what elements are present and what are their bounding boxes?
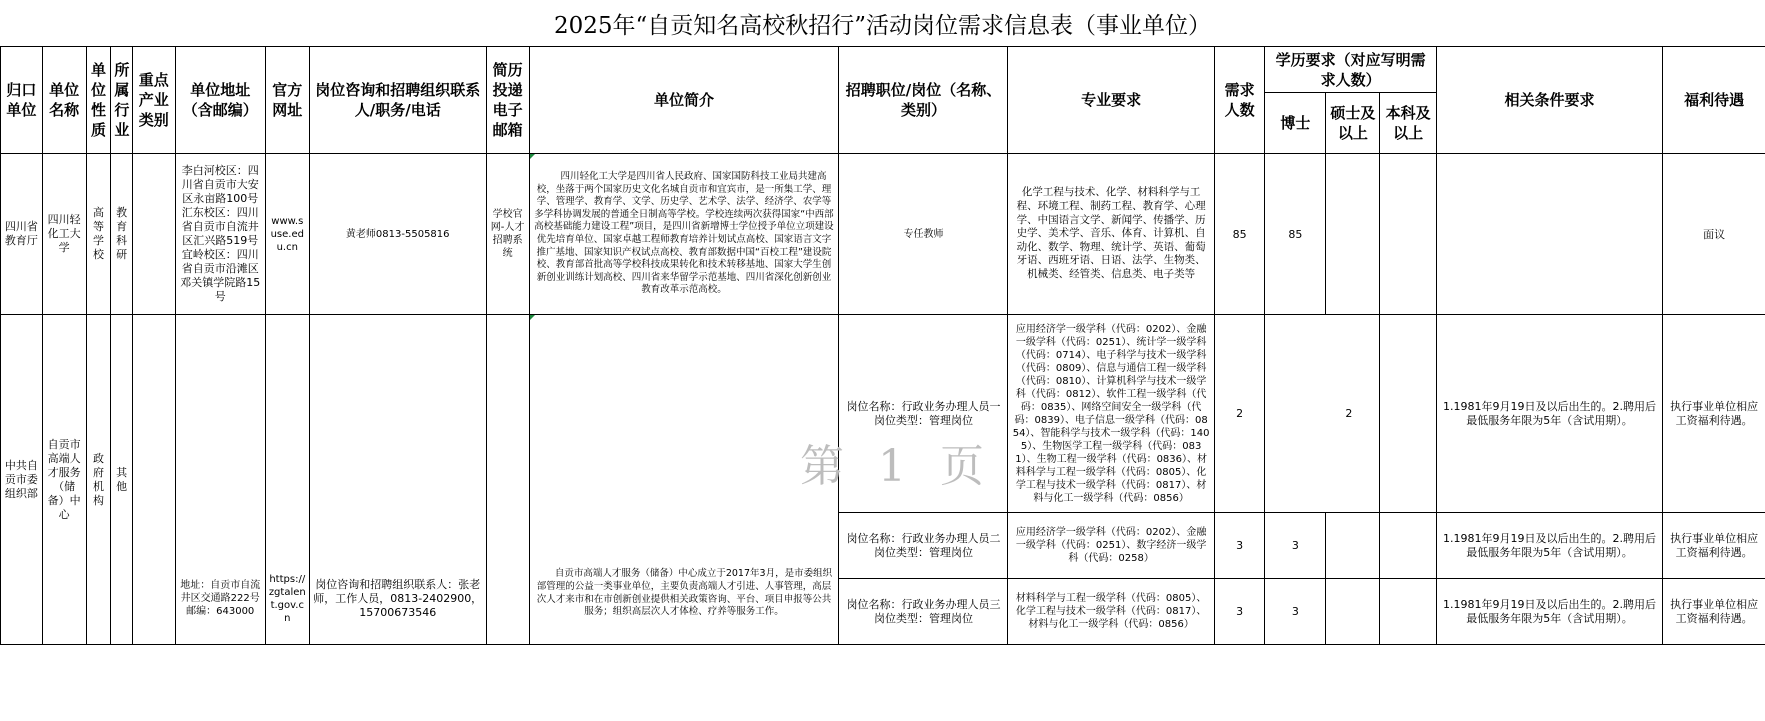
header-guikou: 归口单位 [1,47,43,154]
cell-welfare: 面议 [1663,154,1765,315]
cell-website: www.suse.edu.cn [265,154,309,315]
table-row [1,154,1765,315]
cell-major: 应用经济学一级学科（代码：0202）、金融一级学科（代码：0251）、数字经济一级学科（代码：0258） [1008,513,1214,579]
cell-position: 岗位名称：行政业务办理人员一岗位类型：管理岗位 [839,315,1008,513]
cell-address: 李白河校区：四川省自贡市大安区永亩路100号汇东校区：四川省自贡市自流井区汇兴路519号宜岭校区：四川省自贡市沿滩区邓关镇学院路15号 [175,154,265,315]
cell-welfare: 执行事业单位相应工资福利待遇。 [1663,513,1765,579]
cell-welfare: 执行事业单位相应工资福利待遇。 [1663,315,1765,513]
header-contact: 岗位咨询和招聘组织联系人/职务/电话 [309,47,486,154]
header-email: 简历投递电子邮箱 [486,47,529,154]
table-row [1,315,1765,513]
header-position: 招聘职位/岗位（名称、类别） [839,47,1008,154]
intro-text: 四川轻化工大学是四川省人民政府、国家国防科技工业局共建高校，坐落于两个国家历史文化名城自贡市和宜宾市，是一所集工学、理学、管理学、教育学、文学、历史学、艺术学、法学、经济学、农学等多学科协调发展的普通全日制高等学校。学校连续两次获得国家“中西部高校基础能力建设工程”项目，是四川省新增博士学位授予单位立项建设优先培育单位、国家卓越工程师教育培养计划试点高校、国家语言文字推广基地、国家知识产权试点高校、教育部数据中国“百校工程”建设院校、教育部首批高等学校科技成果转化和技术转移基地、国家大学生创新创业训练计划高校、四川省来华留学示范基地、四川省深化创新创业教育改革示范高校。 [534,171,834,296]
cell-bachelor [1380,154,1436,315]
cell-master [1326,154,1380,315]
cell-nature: 政府机构 [86,315,111,645]
cell-demand: 2 [1214,315,1265,513]
cell-nature: 高等学校 [86,154,111,315]
cell-email [486,315,529,645]
cell-name: 四川轻化工大学 [42,154,86,315]
cell-conditions [1436,154,1663,315]
cell-demand: 3 [1214,579,1265,645]
header-intro: 单位简介 [529,47,839,154]
header-demand: 需求人数 [1214,47,1265,154]
header-nature: 单位性质 [86,47,111,154]
cell-demand: 85 [1214,154,1265,315]
header-doctor: 博士 [1265,93,1326,154]
cell-master [1326,513,1380,579]
header-bachelor: 本科及以上 [1380,93,1436,154]
job-table [0,46,1765,645]
cell-guikou: 中共自贡市委组织部 [1,315,43,645]
cell-address: 地址：自贡市自流井区交通路222号邮编：643000 [175,315,265,645]
comment-marker-icon [530,154,535,159]
header-welfare: 福利待遇 [1663,47,1765,154]
cell-position: 岗位名称：行政业务办理人员三岗位类型：管理岗位 [839,579,1008,645]
cell-doctor: 85 [1265,154,1326,315]
header-industry: 所属行业 [111,47,132,154]
cell-position: 专任教师 [839,154,1008,315]
cell-master: 2 [1265,315,1380,513]
cell-guikou: 四川省教育厅 [1,154,43,315]
cell-welfare: 执行事业单位相应工资福利待遇。 [1663,579,1765,645]
cell-bachelor [1380,579,1436,645]
cell-major: 材料科学与工程一级学科（代码：0805）、化学工程与技术一级学科（代码：0817）、材料与化工一级学科（代码：0856） [1008,579,1214,645]
comment-marker-icon [530,315,535,320]
header-edu-group: 学历要求（对应写明需求人数） [1265,47,1436,93]
cell-position: 岗位名称：行政业务办理人员二岗位类型：管理岗位 [839,513,1008,579]
cell-doctor: 3 [1265,513,1326,579]
cell-key-category [132,315,175,645]
cell-contact: 黄老师0813-5505816 [309,154,486,315]
cell-demand: 3 [1214,513,1265,579]
header-address: 单位地址（含邮编） [175,47,265,154]
page-title: 2025年“自贡知名高校秋招行”活动岗位需求信息表（事业单位） [553,12,1212,39]
header-key-category: 重点产业类别 [132,47,175,154]
cell-major: 应用经济学一级学科（代码：0202）、金融一级学科（代码：0251）、统计学一级学科（代码：0714）、电子科学与技术一级学科（代码：0809）、信息与通信工程一级学科（代码：0810）、计算机科学与技术一级学科（代码：0812）、软件工程一级学科（代码：0835）、网络空间安全一级学科（代码：0839）、电子信息一级学科（代码：0854）、智能科学与技术一级学科（代码：1405）、生物医学工程一级学科（代码：0831）、生物工程一级学科（代码：0836）、材料科学与工程一级学科（代码：0805）、化学工程与技术一级学科（代码：0817）、材料与化工一级学科（代码：0856） [1008,315,1214,513]
cell-major: 化学工程与技术、化学、材料科学与工程、环境工程、制药工程、教育学、心理学、中国语言文学、新闻学、传播学、历史学、美术学、音乐、体育、计算机、自动化、数学、物理、统计学、英语、葡萄牙语、西班牙语、日语、法学、生物类、机械类、经管类、信息类、电子类等 [1008,154,1214,315]
header-website: 官方网址 [265,47,309,154]
cell-conditions: 1.1981年9月19日及以后出生的。2.聘用后最低服务年限为5年（含试用期）。 [1436,579,1663,645]
intro-text: 自贡市高端人才服务（储备）中心成立于2017年3月，是市委组织部管理的公益一类事业单位，主要负责高端人才引进、人事管理，高层次人才来市和在市创新创业提供相关政策咨询、平台、项目申报等公共服务；组织高层次人才体检、疗养等服务工作。 [536,568,833,618]
cell-intro [529,154,839,315]
cell-email: 学校官网-人才招聘系统 [486,154,529,315]
header-name: 单位名称 [42,47,86,154]
header-master: 硕士及以上 [1326,93,1380,154]
cell-contact: 岗位咨询和招聘组织联系人：张老师，工作人员，0813-2402900，15700673546 [309,315,486,645]
cell-website: https://zgtalent.gov.cn [265,315,309,645]
cell-bachelor [1380,315,1436,513]
cell-key-category [132,154,175,315]
header-conditions: 相关条件要求 [1436,47,1663,154]
header-major: 专业要求 [1008,47,1214,154]
cell-bachelor [1380,513,1436,579]
cell-conditions: 1.1981年9月19日及以后出生的。2.聘用后最低服务年限为5年（含试用期）。 [1436,513,1663,579]
cell-intro [529,315,839,645]
cell-master [1326,579,1380,645]
cell-doctor: 3 [1265,579,1326,645]
cell-industry: 教育科研 [111,154,132,315]
cell-industry: 其他 [111,315,132,645]
cell-name: 自贡市高端人才服务（储备）中心 [42,315,86,645]
page-watermark: 第 1 页 [800,441,994,492]
cell-conditions: 1.1981年9月19日及以后出生的。2.聘用后最低服务年限为5年（含试用期）。 [1436,315,1663,513]
